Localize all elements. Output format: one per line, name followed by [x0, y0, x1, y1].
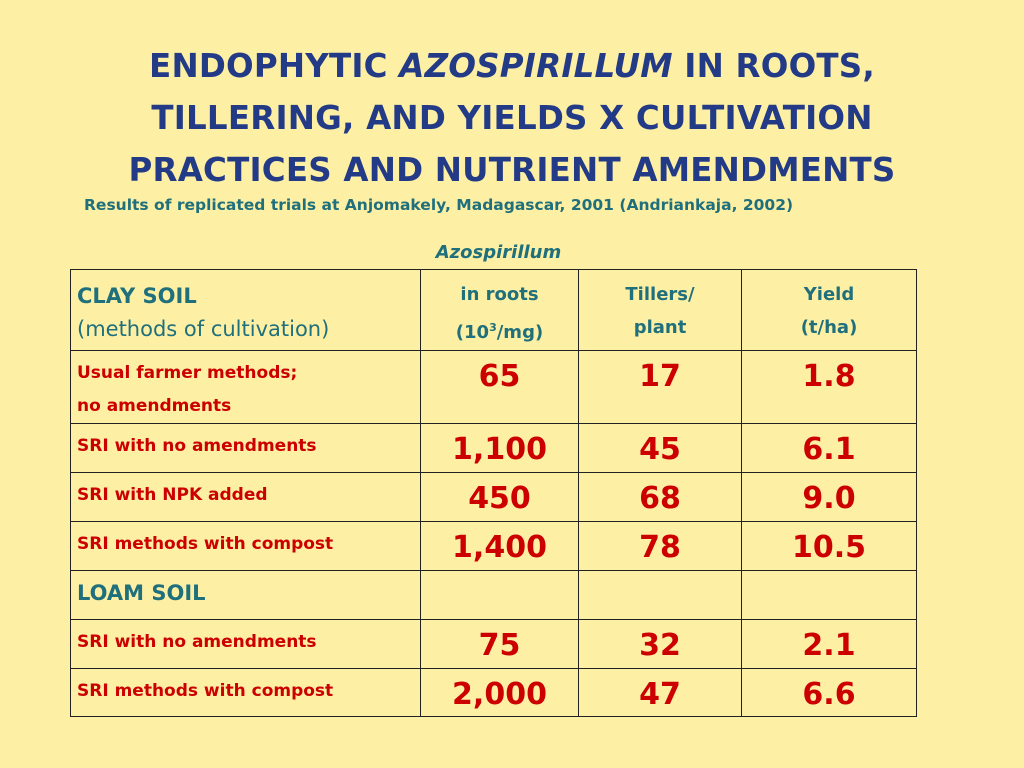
- cell-tillers: 32: [579, 620, 742, 669]
- table-row: [71, 669, 917, 717]
- row-label-cell: [71, 522, 421, 571]
- cell-azospirillum: 75: [421, 620, 579, 669]
- header-units-azospirillum: $(10^3/mg)$: [455, 321, 544, 343]
- table-row: [71, 620, 917, 669]
- header-yield-units: (t/ha): [800, 317, 858, 338]
- cell-yield: 9.0: [742, 473, 917, 522]
- cell-tillers: 68: [579, 473, 742, 522]
- row-label-cell: [71, 351, 421, 424]
- header-yield: Yield: [803, 284, 855, 305]
- header-in-roots: in roots: [460, 284, 539, 305]
- cell-yield: 1.8: [742, 351, 917, 424]
- title-line-2: TILLERING, AND YIELDS X CULTIVATION: [151, 99, 873, 137]
- row-label-cell: [71, 620, 421, 669]
- cell-yield: 10.5: [742, 522, 917, 571]
- header-clay-soil: CLAY SOIL: [77, 284, 197, 308]
- table-row: [71, 351, 917, 424]
- cell-azospirillum: 2,000: [421, 669, 579, 717]
- cell-yield: 2.1: [742, 620, 917, 669]
- row-label: SRI methods with compost: [77, 534, 334, 554]
- cell-azospirillum: 1,100: [421, 424, 579, 473]
- row-label: SRI with no amendments: [77, 632, 317, 652]
- header-cell-methods: [71, 270, 421, 351]
- cell-tillers: 45: [579, 424, 742, 473]
- cell-azospirillum: 1,400: [421, 522, 579, 571]
- table-header-row: [71, 270, 917, 351]
- row-label-cell: [71, 669, 421, 717]
- cell-yield: 6.1: [742, 424, 917, 473]
- slide-subtitle: Results of replicated trials at Anjomakely, Madagascar, 2001 (Andriankaja, 2002): [84, 196, 794, 214]
- cell-tillers: 47: [579, 669, 742, 717]
- empty-cell: [742, 571, 917, 620]
- header-cell-tillers: [579, 270, 742, 351]
- row-label: Usual farmer methods;: [77, 363, 298, 383]
- header-plant: plant: [633, 317, 687, 338]
- section-label-loam-soil: LOAM SOIL: [77, 581, 206, 605]
- slide-title: [40, 40, 984, 196]
- row-label-cell: [71, 424, 421, 473]
- cell-azospirillum: 65: [421, 351, 579, 424]
- cell-tillers: 17: [579, 351, 742, 424]
- row-label: SRI with NPK added: [77, 485, 268, 505]
- table-section-row: [71, 571, 917, 620]
- header-methods-of-cultivation: (methods of cultivation): [77, 317, 330, 341]
- row-label-cell: [71, 473, 421, 522]
- empty-cell: [421, 571, 579, 620]
- row-label: SRI methods with compost: [77, 681, 334, 701]
- row-label-continued: no amendments: [77, 396, 232, 416]
- cell-azospirillum: 450: [421, 473, 579, 522]
- table-row: [71, 473, 917, 522]
- table-row: [71, 424, 917, 473]
- title-line-3: PRACTICES AND NUTRIENT AMENDMENTS: [128, 151, 896, 189]
- column-group-label: Azospirillum: [435, 242, 562, 263]
- table-row: [71, 522, 917, 571]
- results-table: [70, 269, 917, 717]
- row-label: SRI with no amendments: [77, 436, 317, 456]
- title-italic-term: AZOSPIRILLUM: [399, 47, 673, 85]
- cell-yield: 6.6: [742, 669, 917, 717]
- header-tillers: Tillers/: [625, 284, 695, 305]
- empty-cell: [579, 571, 742, 620]
- cell-tillers: 78: [579, 522, 742, 571]
- header-cell-yield: [742, 270, 917, 351]
- title-line-1: ENDOPHYTIC AZOSPIRILLUM IN ROOTS,: [149, 47, 875, 85]
- section-label-cell: [71, 571, 421, 620]
- header-cell-azospirillum: [421, 270, 579, 351]
